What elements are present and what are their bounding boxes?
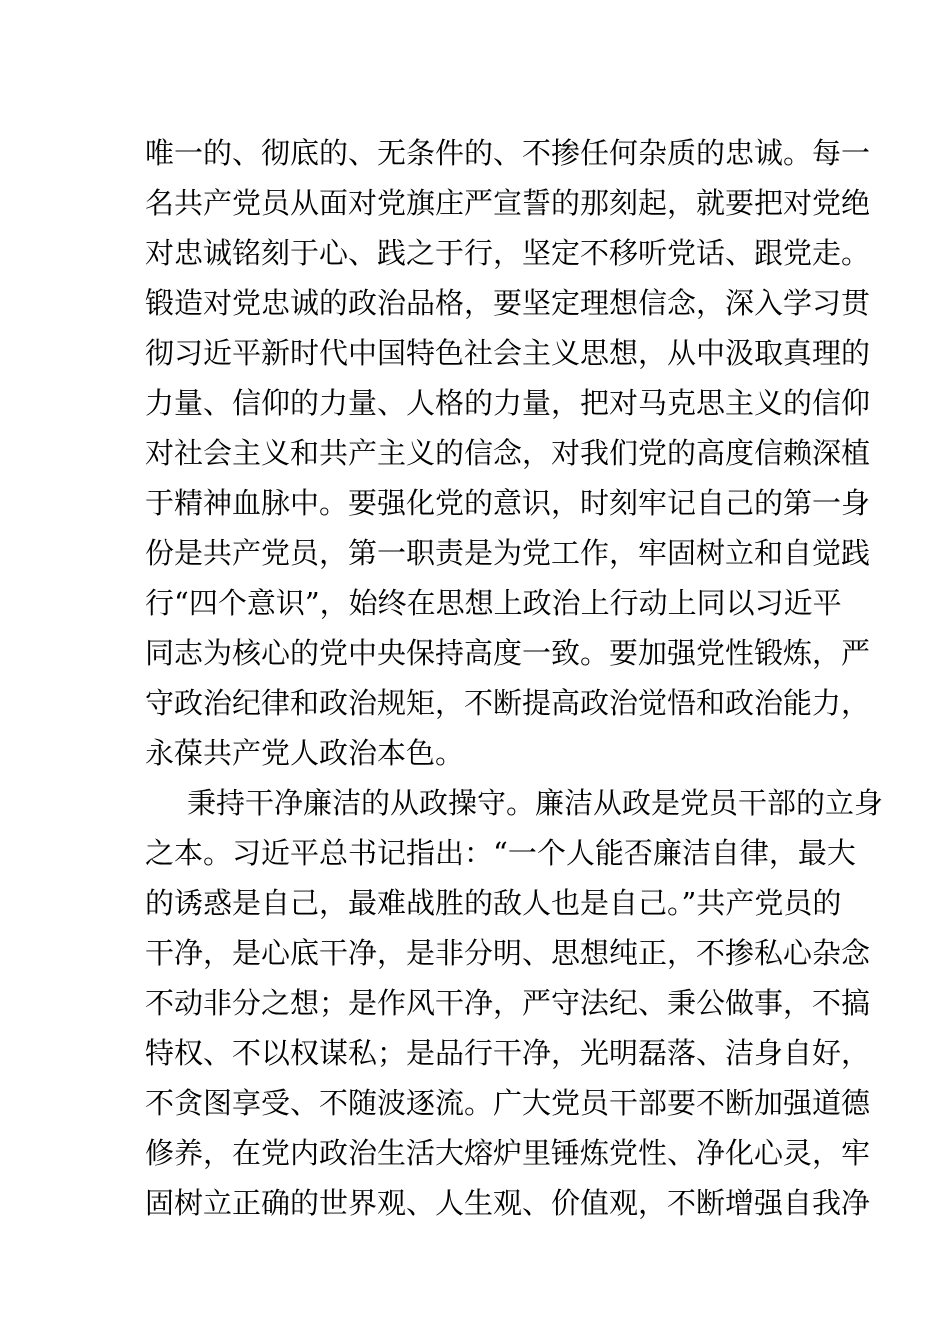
text-line: 同志为核心的党中央保持高度一致。要加强党性锻炼，严 [145,636,871,670]
text-line: 对社会主义和共产主义的信念，对我们党的高度信赖深植 [145,436,871,470]
text-line: 固树立正确的世界观、人生观、价值观，不断增强自我净 [145,1186,871,1220]
text-line: 于精神血脉中。要强化党的意识，时刻牢记自己的第一身 [145,486,871,520]
text-line: 彻习近平新时代中国特色社会主义思想，从中汲取真理的 [145,336,871,370]
paragraph-end-line: 永葆共产党人政治本色。 [145,736,465,770]
text-line: 份是共产党员，第一职责是为党工作，牢固树立和自觉践 [145,536,871,570]
text-line: 特权、不以权谋私；是品行干净，光明磊落、洁身自好， [145,1036,871,1070]
text-line: 力量、信仰的力量、人格的力量，把对马克思主义的信仰 [145,386,871,420]
paragraph-start-line: 秉持干净廉洁的从政操守。廉洁从政是党员干部的立身 [187,786,884,820]
text-line: 干净，是心底干净，是非分明、思想纯正，不掺私心杂念 [145,936,871,970]
text-line: 名共产党员从面对党旗庄严宣誓的那刻起，就要把对党绝 [145,186,871,220]
text-line: 行“四个意识”，始终在思想上政治上行动上同以习近平 [145,586,842,620]
text-line: 唯一的、彻底的、无条件的、不掺任何杂质的忠诚。每一 [145,136,871,170]
body-text [145,128,884,1228]
text-line: 对忠诚铭刻于心、践之于行，坚定不移听党话、跟党走。 [145,236,871,270]
text-line: 不动非分之想；是作风干净，严守法纪、秉公做事，不搞 [145,986,871,1020]
text-line: 不贪图享受、不随波逐流。广大党员干部要不断加强道德 [145,1086,871,1120]
text-line: 锻造对党忠诚的政治品格，要坚定理想信念，深入学习贯 [145,286,871,320]
text-line: 之本。习近平总书记指出：“一个人能否廉洁自律，最大 [145,836,856,870]
text-line: 守政治纪律和政治规矩，不断提高政治觉悟和政治能力， [145,686,871,720]
text-line: 的诱惑是自己，最难战胜的敌人也是自己。”共产党员的 [145,886,842,920]
text-line: 修养，在党内政治生活大熔炉里锤炼党性、净化心灵，牢 [145,1136,871,1170]
